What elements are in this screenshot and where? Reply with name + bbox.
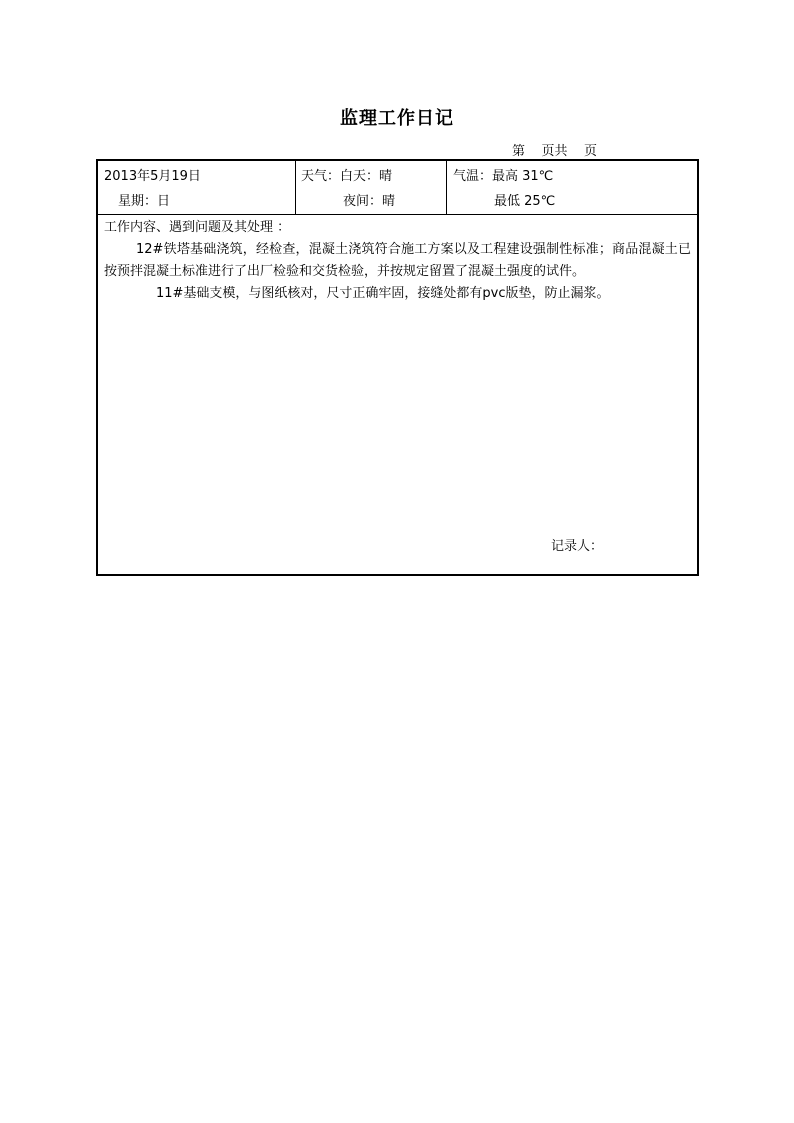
weekday-field: 星期：日 (118, 194, 171, 209)
weather-day-field: 天气：白天：晴 (301, 169, 393, 184)
diary-table (96, 159, 699, 576)
column-divider (295, 161, 296, 214)
document-title: 监理工作日记 (340, 108, 454, 129)
work-content (104, 217, 691, 305)
column-divider (446, 161, 447, 214)
weather-night-field: 夜间：晴 (343, 194, 396, 209)
work-paragraph: 11#基础支模，与图纸核对，尺寸正确牢固，接缝处都有pvc版垫，防止漏浆。 (156, 286, 610, 301)
temp-low-field: 最低 25℃ (494, 194, 556, 209)
work-paragraph: 12#铁塔基础浇筑，经检查，混凝土浇筑符合施工方案以及工程建设强制性标准；商品混凝土已按预拌混凝土标准进行了出厂检验和交货检验，并按规定留置了混凝土强度的试件。 (104, 242, 691, 279)
recorder-label: 记录人： (551, 539, 604, 554)
row-divider (98, 214, 697, 215)
temp-high-field: 气温：最高 31℃ (453, 169, 554, 184)
work-content-label: 工作内容、遇到问题及其处理 ： (104, 220, 291, 235)
page-indicator: 第 页共 页 (512, 144, 598, 159)
date-field: 2013年5月19日 (104, 169, 201, 184)
